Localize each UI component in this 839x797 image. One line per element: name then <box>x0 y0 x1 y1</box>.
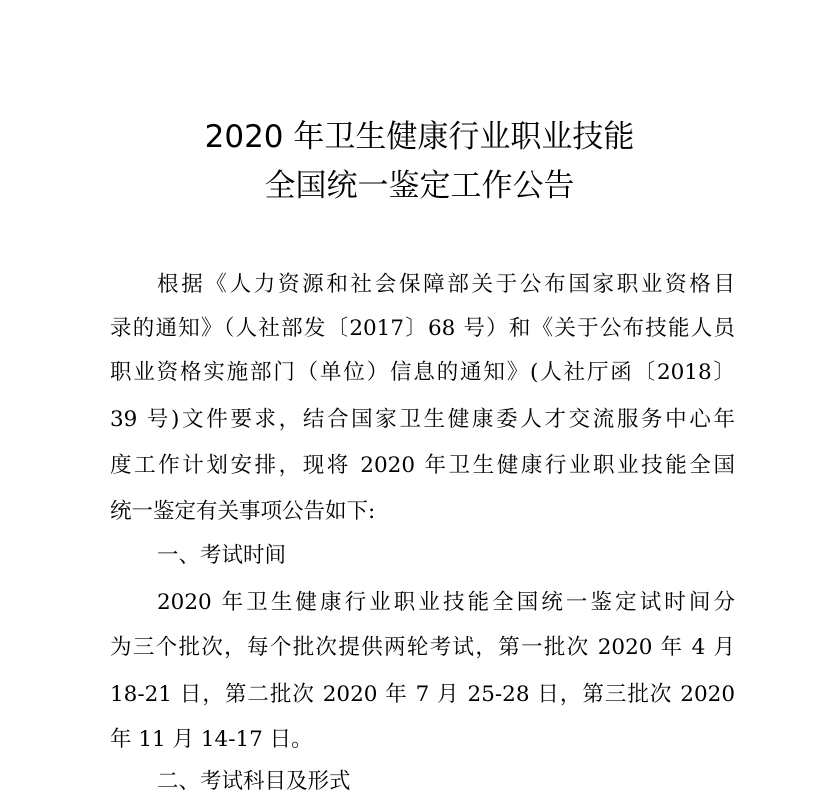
document-title-line-1: 2020 年卫生健康行业职业技能 <box>204 119 635 155</box>
paragraph-1-line: 统一鉴定有关事项公告如下: <box>110 499 376 524</box>
paragraph-2-line: 为三个批次，每个批次提供两轮考试，第一批次 2020 年 4 月 <box>110 635 735 660</box>
paragraph-2-line: 年 11 月 14-17 日。 <box>110 727 313 752</box>
paragraph-1-line: 根据《人力资源和社会保障部关于公布国家职业资格目 <box>157 272 735 297</box>
paragraph-1-line: 职业资格实施部门（单位）信息的通知》(人社厅函〔2018〕 <box>110 360 735 385</box>
paragraph-2-line: 18-21 日，第二批次 2020 年 7 月 25-28 日，第三批次 2020 <box>110 682 735 707</box>
paragraph-1-line: 39 号)文件要求，结合国家卫生健康委人才交流服务中心年 <box>110 407 735 432</box>
section-1-heading: 一、考试时间 <box>157 543 287 568</box>
section-2-heading: 二、考试科目及形式 <box>157 769 351 794</box>
paragraph-1-line: 度工作计划安排，现将 2020 年卫生健康行业职业技能全国 <box>110 453 735 478</box>
document-title-line-2: 全国统一鉴定工作公告 <box>264 168 575 204</box>
paragraph-2-line: 2020 年卫生健康行业职业技能全国统一鉴定试时间分 <box>157 590 735 615</box>
paragraph-1-line: 录的通知》（人社部发〔2017〕68 号）和《关于公布技能人员 <box>110 316 735 341</box>
